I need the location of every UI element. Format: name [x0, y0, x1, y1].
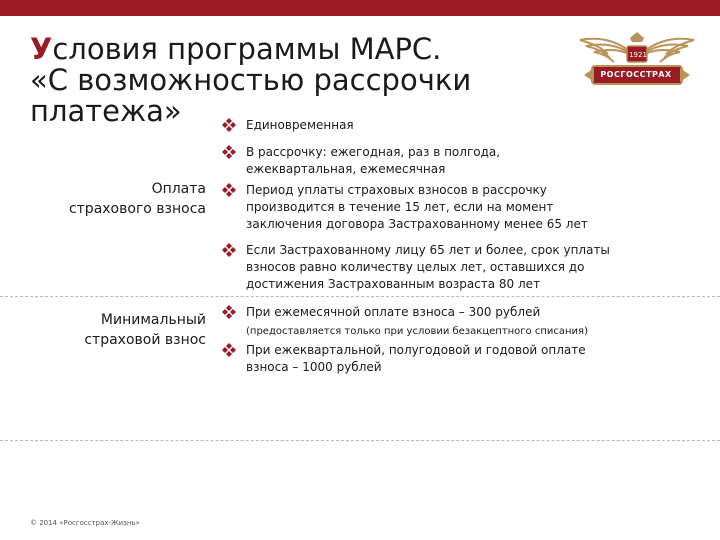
row-label-minimum-premium: Минимальный страховой взнос [84, 312, 206, 348]
diamond-bullet-icon [222, 183, 236, 197]
title-line-3: платежа» [30, 94, 182, 128]
section-divider [0, 296, 720, 297]
row-label-payment: Оплата страхового взноса [68, 181, 206, 217]
page-title [30, 34, 550, 127]
diamond-bullet-icon [222, 343, 236, 357]
bullet-item: При ежемесячной оплате взноса – 300 рублей (предоставляется только при условии безакцептного списания) [222, 304, 702, 340]
diamond-bullet-icon [222, 305, 236, 319]
bullet-item: Если Застрахованному лицу 65 лет и более, срок уплаты взносов равно количеству целых лет, оставшихся до достижения Застрахованным возраста 80 лет [222, 242, 702, 293]
logo-year: 1921 [629, 51, 647, 59]
diamond-bullet-icon [222, 145, 236, 159]
bullet-item: Единовременная [222, 117, 702, 134]
bullet-item: При ежеквартальной, полугодовой и годовой оплате взноса – 1000 рублей [222, 342, 702, 376]
bullet-item: В рассрочку: ежегодная, раз в полгода, ежеквартальная, ежемесячная [222, 144, 702, 178]
section-divider [0, 440, 720, 441]
title-line-1: словия программы МАРС. [52, 32, 442, 66]
diamond-bullet-icon [222, 243, 236, 257]
logo-brand-name: РОСГОССТРАХ [600, 70, 672, 79]
diamond-bullet-icon [222, 118, 236, 132]
copyright-footer: © 2014 «Росгосстрах-Жизнь» [30, 519, 140, 527]
title-accent-letter: У [30, 32, 53, 66]
bullet-item: Период уплаты страховых взносов в рассрочку производится в течение 15 лет, если на момент заключения договора Застрахованному менее 65 лет [222, 182, 702, 233]
top-accent-bar [0, 0, 720, 16]
title-line-2: «С возможностью рассрочки [30, 63, 472, 97]
bullet-footnote: (предоставляется только при условии безакцептного списания) [246, 326, 588, 337]
